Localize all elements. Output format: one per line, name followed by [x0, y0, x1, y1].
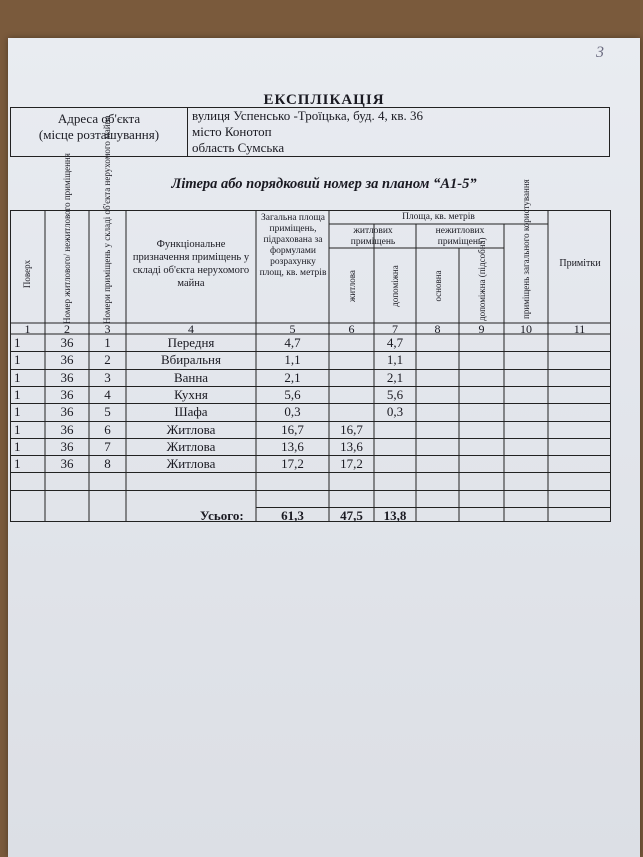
table-cell-floor: 1 [14, 438, 21, 454]
table-cell-total: 4,7 [284, 335, 301, 350]
table-cell-apt: 36 [60, 404, 74, 420]
header-function: Функціональне призначення приміщень у складі об'єкта нерухомого майна [132, 239, 250, 289]
address-label-line2: (місце розташування) [38, 127, 160, 142]
column-number: 8 [434, 322, 441, 336]
table-cell-aux: 0,3 [386, 404, 404, 420]
column-number: 7 [392, 322, 398, 336]
table-cell-room: 5 [104, 404, 111, 420]
table-cell-room: 1 [104, 335, 111, 350]
header-floor: Поверх [22, 259, 32, 289]
table-cell-floor: 1 [14, 421, 21, 437]
table-cell-apt: 36 [60, 352, 74, 368]
header-aux-basement: допоміжна (підсобна) [477, 237, 487, 321]
table-cell-total: 1,1 [284, 352, 301, 368]
table-cell-total: 17,2 [281, 456, 304, 472]
document-title: ЕКСПЛІКАЦІЯ [263, 92, 385, 108]
address-value [188, 108, 423, 156]
table-cell-name: Вбиральня [161, 352, 221, 368]
table-cell-name: Кухня [174, 386, 208, 402]
table-cell-floor: 1 [14, 369, 21, 385]
table-cell-living [329, 387, 374, 404]
table-cell-room: 8 [104, 456, 111, 472]
table-cell-floor: 1 [14, 352, 21, 368]
table-cell-room: 7 [104, 438, 111, 454]
address-city: місто Конотоп [192, 124, 272, 139]
column-number: 1 [24, 322, 31, 336]
header-living: житлова [347, 270, 357, 302]
table-cell-aux: 4,7 [386, 335, 404, 350]
table-cell-living [329, 370, 374, 387]
table-cell-apt: 36 [60, 335, 74, 350]
table-cell-room: 4 [104, 386, 111, 402]
header-room: Номери приміщень у складі об'єкта нерухомого майна [102, 115, 112, 324]
table-cell-living: 13,6 [340, 438, 363, 454]
column-number: 3 [104, 322, 111, 336]
table-cell-floor: 1 [14, 404, 21, 420]
address-region: область Сумська [192, 140, 285, 155]
column-number: 10 [520, 322, 532, 336]
table-cell-total: 2,1 [284, 369, 301, 385]
table-cell-total: 16,7 [281, 421, 304, 437]
table-cell-apt: 36 [60, 421, 74, 437]
column-number: 2 [64, 322, 70, 336]
column-number: 6 [348, 322, 355, 336]
column-number: 5 [289, 322, 296, 336]
address-street: вулиця Успенсько -Троїцька, буд. 4, кв. 36 [192, 108, 423, 123]
header-total: Загальна площа приміщень, підрахована за формулами розрахунку площ, кв. метрів [259, 213, 327, 278]
table-cell-living [329, 404, 374, 421]
table-cell-aux: 1,1 [386, 352, 404, 368]
table-cell-living [329, 335, 374, 352]
header-living-group: житлових приміщень [350, 226, 396, 247]
column-number: 4 [188, 322, 194, 336]
address-block [10, 107, 610, 157]
header-common: приміщень загального користування [521, 179, 531, 319]
table-cell-total: 13,6 [281, 438, 304, 454]
table-cell-aux [374, 456, 416, 473]
header-aux: допоміжна [390, 265, 400, 307]
table-cell-name: Житлова [166, 438, 216, 454]
table-cell-aux [374, 439, 416, 456]
header-main: основна [433, 270, 443, 302]
header-nonliving-group: нежитлових приміщень [435, 226, 485, 247]
table-cell-floor: 1 [14, 335, 21, 350]
table-cell-name: Шафа [174, 404, 208, 420]
address-label-line1: Адреса об'єкта [57, 111, 141, 126]
table-cell-aux: 2,1 [386, 369, 404, 385]
table-cell-apt: 36 [60, 456, 74, 472]
table-cell-floor: 1 [14, 456, 21, 472]
address-label [11, 108, 188, 156]
table-cell-room: 3 [104, 369, 111, 385]
table-cell-total: 5,6 [284, 386, 301, 402]
column-number: 9 [478, 322, 485, 336]
table-cell-name: Житлова [166, 421, 216, 437]
table-cell-apt: 36 [60, 438, 74, 454]
table-cell-apt: 36 [60, 386, 74, 402]
table-cell-room: 2 [104, 352, 111, 368]
table-cell-apt: 36 [60, 369, 74, 385]
totals-label: Усього: [200, 508, 244, 523]
header-apt: Номер житлового/ нежитлового приміщення [62, 153, 72, 324]
table-cell-living: 17,2 [340, 456, 363, 472]
table-cell-living [329, 352, 374, 369]
table-cell-name: Житлова [166, 456, 216, 472]
header-area-group: Площа, кв. метрів [402, 212, 475, 222]
totals-aux: 13,8 [383, 508, 407, 523]
totals-total: 61,3 [281, 508, 304, 523]
table-cell-floor: 1 [14, 386, 21, 402]
table-cell-name: Передня [167, 335, 215, 350]
page-number: 3 [596, 44, 604, 61]
header-notes: Примітки [559, 258, 601, 269]
totals-living: 47,5 [340, 508, 363, 523]
table-cell-living: 16,7 [340, 421, 363, 437]
table-cell-aux [374, 422, 416, 439]
plan-subtitle: Літера або порядковий номер за планом “А1-5” [171, 176, 477, 192]
table-cell-room: 6 [104, 421, 111, 437]
table-cell-aux: 5,6 [386, 386, 404, 402]
table-cell-name: Ванна [173, 369, 209, 385]
table-cell-total: 0,3 [284, 404, 301, 420]
column-number: 11 [573, 322, 586, 336]
